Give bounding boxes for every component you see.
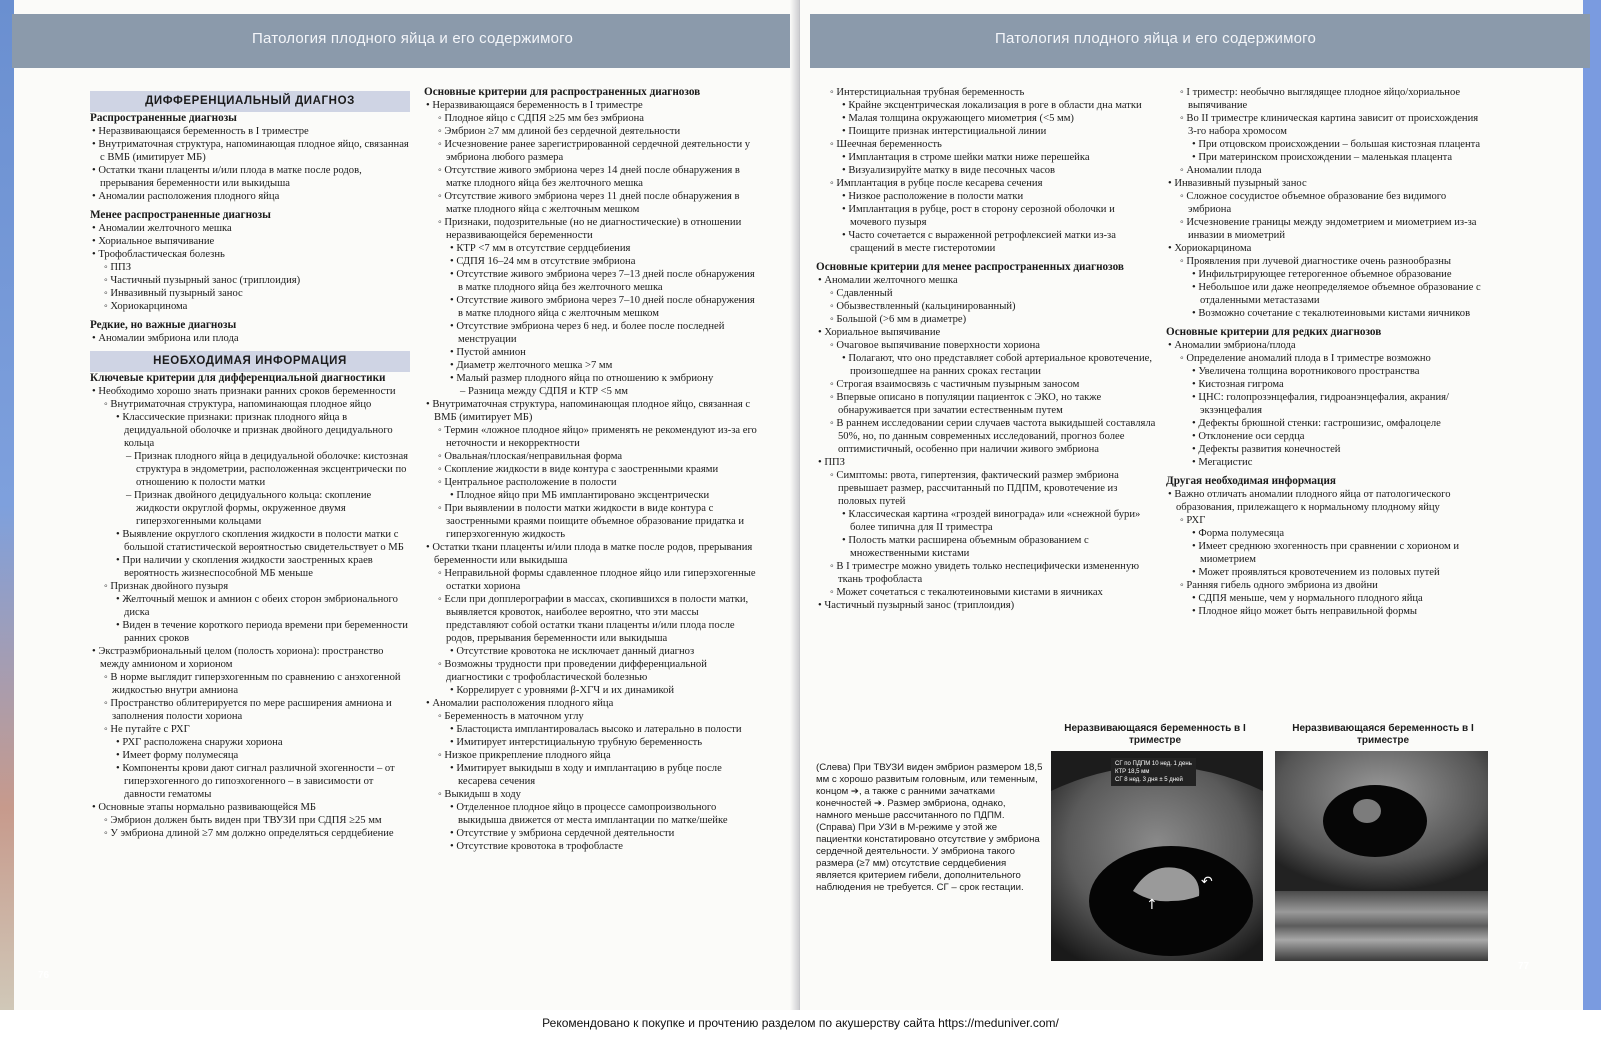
list-item: • Внутриматочная структура, напоминающая плодное яйцо, связанная с ВМБ (имитирует МБ) bbox=[426, 399, 751, 423]
list-item: • Экстраэмбриональный целом (полость хориона): пространство между амнионом и хорионом bbox=[92, 646, 384, 670]
list-item: • Отделенное плодное яйцо в процессе самопроизвольного выкидыша движется от места имплантации по матке/шейке bbox=[450, 802, 728, 826]
list-item: • Часто сочетается с выраженной ретрофлексией матки из-за сращений в месте гистеротомии bbox=[842, 230, 1116, 254]
list-item: • Бластоциста имплантировалась высоко и латерально в полости bbox=[450, 724, 742, 735]
section-heading-box: НЕОБХОДИМАЯ ИНФОРМАЦИЯ bbox=[90, 351, 410, 372]
subsection-heading: Ключевые критерии для дифференциальной диагностики bbox=[90, 372, 386, 384]
list-item: ◦ I триместр: необычно выглядящее плодное яйцо/хориальное выпячивание bbox=[1180, 87, 1461, 111]
left-page bbox=[0, 0, 797, 1010]
subsection-heading: Основные критерии для редких диагнозов bbox=[1166, 326, 1382, 338]
list-item: • Внутриматочная структура, напоминающая плодное яйцо, связанная с ВМБ (имитирует МБ) bbox=[92, 139, 409, 163]
list-item: ◦ Эмбрион должен быть виден при ТВУЗИ при СДПЯ ≥25 мм bbox=[104, 815, 382, 826]
right-page bbox=[800, 0, 1601, 1010]
left-page-number: 76 bbox=[38, 970, 50, 981]
list-item: • Отклонение оси сердца bbox=[1192, 431, 1305, 442]
list-item: ◦ Низкое прикрепление плодного яйца bbox=[438, 750, 611, 761]
list-item: • Хориальное выпячивание bbox=[818, 327, 941, 338]
list-item: ◦ Строгая взаимосвязь с частичным пузырным заносом bbox=[830, 379, 1080, 390]
list-item: • Может проявляться кровотечением из половых путей bbox=[1192, 567, 1440, 578]
list-item: ◦ Беременность в маточном углу bbox=[438, 711, 584, 722]
list-item: ◦ Имплантация в рубце после кесарева сечения bbox=[830, 178, 1043, 189]
list-item: • Имплантация в строме шейки матки ниже перешейка bbox=[842, 152, 1090, 163]
left-header-title: Патология плодного яйца и его содержимого bbox=[252, 30, 574, 47]
left-color-strip bbox=[0, 0, 14, 1010]
list-item: • Отсутствие у эмбриона сердечной деятельности bbox=[450, 828, 675, 839]
section-heading-box: ДИФФЕРЕНЦИАЛЬНЫЙ ДИАГНОЗ bbox=[90, 91, 410, 112]
list-item: ◦ Пространство облитерируется по мере расширения амниона и заполнения полости хориона bbox=[104, 698, 392, 722]
list-item: • Увеличена толщина воротникового пространства bbox=[1192, 366, 1420, 377]
list-item: ◦ Не путайте с РХГ bbox=[104, 724, 190, 735]
list-item: ◦ В норме выглядит гиперэхогенным по сравнению с анэхогенной жидкостью внутри амниона bbox=[104, 672, 401, 696]
list-item: ◦ Шеечная беременность bbox=[830, 139, 942, 150]
list-item: • Отсутствие кровотока в трофобласте bbox=[450, 841, 624, 852]
list-item: • Классическая картина «гроздей винограда» или «снежной бури» более типична для II триместра bbox=[842, 509, 1141, 533]
list-item: ◦ Хориокарцинома bbox=[104, 301, 188, 312]
list-item: ◦ Исчезновение границы между эндометрием и миометрием из-за инвазии в миометрий bbox=[1180, 217, 1477, 241]
list-item: • Полость матки расширена объемным образованием с множественными кистами bbox=[842, 535, 1089, 559]
list-item: • Возможно сочетание с текалютеиновыми кистами яичников bbox=[1192, 308, 1471, 319]
list-item: • СДПЯ 16–24 мм в отсутствие эмбриона bbox=[450, 256, 636, 267]
list-item: • Основные этапы нормально развивающейся МБ bbox=[92, 802, 316, 813]
subsection-heading: Редкие, но важные диагнозы bbox=[90, 319, 237, 331]
list-item: • Малая толщина окружающего миометрия (<5 мм) bbox=[842, 113, 1074, 124]
list-item: • Отсутствие живого эмбриона через 7–13 дней после обнаружения в матке плодного яйца без желточного мешка bbox=[450, 269, 755, 293]
list-item: ◦ Инвазивный пузырный занос bbox=[104, 288, 243, 299]
stamp-line-3: СГ 8 нед. 3 дня ± 5 дней bbox=[1115, 777, 1183, 783]
list-item: ◦ Ранняя гибель одного эмбриона из двойни bbox=[1180, 580, 1378, 591]
list-item: • Коррелирует с уровнями β-ХГЧ и их динамикой bbox=[450, 685, 675, 696]
list-item: – Признак плодного яйца в децидуальной оболочке: кистозная структура в эндометрии, расположенная эксцентрически по отношению к полости матки bbox=[126, 451, 409, 488]
left-column-2 bbox=[424, 86, 762, 853]
list-item: • Имитирует выкидыш в ходу и имплантацию в рубце после кесарева сечения bbox=[450, 763, 722, 787]
list-item: ◦ В раннем исследовании серии случаев частота выкидышей составляла 50%, но, по данным современных исследований, прогноз более оптимистичный, особенно при наличии живого эмбриона bbox=[830, 418, 1156, 455]
figure-title-right: Неразвивающаяся беременность в I триместре bbox=[1292, 723, 1474, 746]
list-item: • Крайне эксцентрическая локализация в роге в области дна матки bbox=[842, 100, 1142, 111]
list-item: • Аномалии расположения плодного яйца bbox=[426, 698, 614, 709]
list-item: • Аномалии эмбриона или плода bbox=[92, 333, 239, 344]
list-item: • Отсутствие эмбриона через 6 нед. и более после последней менструации bbox=[450, 321, 725, 345]
stamp-line-2: КТР 18,5 мм bbox=[1115, 769, 1150, 775]
list-item: • РХГ расположена снаружи хориона bbox=[116, 737, 283, 748]
left-header-bar bbox=[12, 14, 790, 68]
list-item: ◦ Внутриматочная структура, напоминающая плодное яйцо bbox=[104, 399, 372, 410]
list-item: ◦ Обызвествленный (кальцинированный) bbox=[830, 301, 1016, 312]
list-item: • Низкое расположение в полости матки bbox=[842, 191, 1024, 202]
list-item: ◦ Проявления при лучевой диагностике очень разнообразны bbox=[1180, 256, 1452, 267]
right-page-number: 77 bbox=[1518, 961, 1530, 972]
figure-caption: (Слева) При ТВУЗИ виден эмбрион размером 18,5 мм с хорошо развитым головным, или теменным, концом ➔, а также с ранними зачатками конечностей ➔. Размер эмбриона, однако, намного меньше рассчитанного по ПДПМ. (Справа) При УЗИ в М-режиме у этой же пациентки констатировано отсутствие у эмбриона сердечной деятельности. У эмбриона такого размера (≥7 мм) отсутствие сердцебиения является критерием гибели, дополнительного наблюдения не требуется. СГ – срок гестации. bbox=[816, 762, 1043, 893]
subsection-heading: Распространенные диагнозы bbox=[90, 112, 237, 124]
subsection-heading: Другая необходимая информация bbox=[1166, 475, 1336, 487]
list-item: • ЦНС: голопрозэнцефалия, гидроанэнцефалия, акрания/экзэнцефалия bbox=[1192, 392, 1449, 416]
ultrasound-right-graphic bbox=[1275, 751, 1488, 961]
ultrasound-image-right bbox=[1275, 751, 1488, 961]
list-item: ◦ При выявлении в полости матки жидкости в виде контура с заостренными краями поищите объемное образование придатка и гиперэхогенную жидкость bbox=[438, 503, 745, 540]
list-item: • Имеет среднюю эхогенность при сравнении с хорионом и миометрием bbox=[1192, 541, 1460, 565]
svg-text:↶: ↶ bbox=[1201, 874, 1213, 890]
list-item: • Остатки ткани плаценты и/или плода в матке после родов, прерывания беременности или выкидыша bbox=[92, 165, 362, 189]
list-item: • Виден в течение короткого периода времени при беременности ранних сроков bbox=[116, 620, 408, 644]
list-item: • Визуализируйте матку в виде песочных часов bbox=[842, 165, 1056, 176]
list-item: • КТР <7 мм в отсутствие сердцебиения bbox=[450, 243, 631, 254]
list-item: • При отцовском происхождении – большая кистозная плацента bbox=[1192, 139, 1481, 150]
list-item: ◦ Симптомы: рвота, гипертензия, фактический размер эмбриона превышает размер, рассчитанный по ПДПМ, кровотечение из половых путей bbox=[830, 470, 1119, 507]
list-item: ◦ Большой (>6 мм в диаметре) bbox=[830, 314, 967, 325]
list-item: ◦ Сдавленный bbox=[830, 288, 893, 299]
list-item: ◦ ППЗ bbox=[104, 262, 132, 273]
subsection-heading: Основные критерии для распространенных диагнозов bbox=[424, 86, 701, 98]
svg-text:↑: ↑ bbox=[1146, 897, 1158, 913]
list-item: ◦ Центральное расположение в полости bbox=[438, 477, 617, 488]
list-item: • Отсутствие кровотока не исключает данный диагноз bbox=[450, 646, 695, 657]
list-item: • Кистозная гигрома bbox=[1192, 379, 1284, 390]
list-item: • При наличии у скопления жидкости заостренных краев вероятность жизнеспособной МБ меньше bbox=[116, 555, 373, 579]
list-item: • Дефекты развития конечностей bbox=[1192, 444, 1341, 455]
list-item: • Поищите признак интерстициальной линии bbox=[842, 126, 1047, 137]
list-item: ◦ Плодное яйцо с СДПЯ ≥25 мм без эмбриона bbox=[438, 113, 645, 124]
list-item: • Необходимо хорошо знать признаки ранних сроков беременности bbox=[92, 386, 396, 397]
list-item: • Малый размер плодного яйца по отношению к эмбриону bbox=[450, 373, 714, 384]
list-item: • Инфильтрирующее гетерогенное объемное образование bbox=[1192, 269, 1452, 280]
list-item: • Инвазивный пузырный занос bbox=[1168, 178, 1307, 189]
list-item: • Аномалии желточного мешка bbox=[818, 275, 958, 286]
right-color-strip bbox=[1583, 0, 1601, 1010]
list-item: • Частичный пузырный занос (триплоидия) bbox=[818, 600, 1015, 611]
list-item: • Выявление округлого скопления жидкости в полости матки с большой статистической вероятностью свидетельствует о МБ bbox=[116, 529, 404, 553]
right-header-bar bbox=[810, 14, 1590, 68]
list-item: • Компоненты крови дают сигнал различной эхогенности – от гиперэхогенного до гипоэхогенного – в зависимости от давности гематомы bbox=[116, 763, 395, 800]
list-item: ◦ Отсутствие живого эмбриона через 11 дней после обнаружения в матке плодного яйца с желточным мешком bbox=[438, 191, 740, 215]
list-item: ◦ Скопление жидкости в виде контура с заостренными краями bbox=[438, 464, 719, 475]
list-item: – Признак двойного децидуального кольца: скопление жидкости округлой формы, окруженное двумя гиперэхогенными кольцами bbox=[126, 490, 372, 527]
right-header-title: Патология плодного яйца и его содержимого bbox=[995, 30, 1317, 47]
ultrasound-measurement-stamp bbox=[1111, 758, 1196, 786]
figure-title-left: Неразвивающаяся беременность в I триместре bbox=[1064, 723, 1246, 746]
ultrasound-image-left bbox=[1051, 751, 1263, 961]
list-item: ◦ Может сочетаться с текалютеиновыми кистами в яичниках bbox=[830, 587, 1103, 598]
list-item: • Аномалии эмбриона/плода bbox=[1168, 340, 1296, 351]
list-item: • Аномалии желточного мешка bbox=[92, 223, 232, 234]
list-item: ◦ Признаки, подозрительные (но не диагностические) в отношении неразвивающейся беременности bbox=[438, 217, 742, 241]
right-column-2 bbox=[1166, 86, 1488, 618]
list-item: ◦ В I триместре можно увидеть только неспецифически измененную ткань трофобласта bbox=[830, 561, 1140, 585]
list-item: • Имплантация в рубце, рост в сторону серозной оболочки и мочевого пузыря bbox=[842, 204, 1115, 228]
list-item: • Отсутствие живого эмбриона через 7–10 дней после обнаружения в матке плодного яйца с желточным мешком bbox=[450, 295, 755, 319]
list-item: • Имитирует интерстициальную трубную беременность bbox=[450, 737, 703, 748]
list-item: • Дефекты брюшной стенки: гастрошизис, омфалоцеле bbox=[1192, 418, 1441, 429]
list-item: – Разница между СДПЯ и КТР <5 мм bbox=[460, 386, 628, 397]
list-item: • Важно отличать аномалии плодного яйца от патологического образования, прилежащего к нормальному плодному яйцу bbox=[1168, 489, 1451, 513]
list-item: ◦ Отсутствие живого эмбриона через 14 дней после обнаружения в матке плодного яйца без желточного мешка bbox=[438, 165, 740, 189]
list-item: • Аномалии расположения плодного яйца bbox=[92, 191, 280, 202]
list-item: • Форма полумесяца bbox=[1192, 528, 1285, 539]
subsection-heading: Менее распространенные диагнозы bbox=[90, 209, 271, 221]
list-item: ◦ Определение аномалий плода в I триместре возможно bbox=[1180, 353, 1431, 364]
list-item: ◦ Очаговое выпячивание поверхности хориона bbox=[830, 340, 1040, 351]
subsection-heading: Основные критерии для менее распространенных диагнозов bbox=[816, 261, 1124, 273]
list-item: • Небольшое или даже неопределяемое объемное образование с отдаленными метастазами bbox=[1192, 282, 1481, 306]
list-item: • Неразвивающаяся беременность в I триместре bbox=[92, 126, 309, 137]
list-item: • Полагают, что оно представляет собой артериальное кровотечение, произошедшее на ранних сроках гестации bbox=[842, 353, 1152, 377]
list-item: • Плодное яйцо при МБ имплантировано эксцентрически bbox=[450, 490, 710, 501]
list-item: • Хориальное выпячивание bbox=[92, 236, 215, 247]
list-item: ◦ Интерстициальная трубная беременность bbox=[830, 87, 1025, 98]
list-item: ◦ Сложное сосудистое объемное образование без видимого эмбриона bbox=[1180, 191, 1447, 215]
list-item: • СДПЯ меньше, чем у нормального плодного яйца bbox=[1192, 593, 1423, 604]
list-item: ◦ Выкидыш в ходу bbox=[438, 789, 521, 800]
list-item: • Пустой амнион bbox=[450, 347, 526, 358]
list-item: ◦ Если при допплерографии в массах, скопившихся в полости матки, выявляется кровоток, наиболее вероятно, что эти массы представляют собой остатки ткани плаценты и/или плода после родов, прерывания беременности или выкидыша bbox=[438, 594, 749, 644]
list-item: ◦ Неправильной формы сдавленное плодное яйцо или гиперэхогенные остатки хориона bbox=[438, 568, 756, 592]
footer-watermark: Рекомендовано к покупке и прочтению разделом по акушерству сайта https://meduniver.com/ bbox=[0, 1010, 1601, 1037]
list-item: • Классические признаки: признак плодного яйца в децидуальной оболочке и признак двойного децидуального кольца bbox=[116, 412, 393, 449]
list-item: ◦ Впервые описано в популяции пациенток с ЭКО, но также обнаруживается при зачатии естественным путем bbox=[830, 392, 1102, 416]
list-item: ◦ Эмбрион ≥7 мм длиной без сердечной деятельности bbox=[438, 126, 681, 137]
list-item: • Диаметр желточного мешка >7 мм bbox=[450, 360, 613, 371]
right-column-1 bbox=[816, 86, 1156, 612]
list-item: ◦ У эмбриона длиной ≥7 мм должно определяться сердцебиение bbox=[104, 828, 394, 839]
list-item: ◦ Возможны трудности при проведении дифференциальной диагностики с трофобластической болезнью bbox=[438, 659, 707, 683]
list-item: ◦ РХГ bbox=[1180, 515, 1206, 526]
list-item: • Хориокарцинома bbox=[1168, 243, 1252, 254]
left-column-1 bbox=[90, 91, 410, 840]
list-item: ◦ Признак двойного пузыря bbox=[104, 581, 229, 592]
list-item: ◦ Аномалии плода bbox=[1180, 165, 1262, 176]
list-item: • Плодное яйцо может быть неправильной формы bbox=[1192, 606, 1418, 617]
list-item: ◦ Исчезновение ранее зарегистрированной сердечной деятельности у эмбриона любого размера bbox=[438, 139, 751, 163]
list-item: • Желточный мешок и амнион с обеих сторон эмбрионального диска bbox=[116, 594, 398, 618]
list-item: • Имеет форму полумесяца bbox=[116, 750, 239, 761]
list-item: ◦ Термин «ложное плодное яйцо» применять не рекомендуют из-за его неточности и некорректности bbox=[438, 425, 757, 449]
list-item: • При материнском происхождении – маленькая плацента bbox=[1192, 152, 1453, 163]
list-item: ◦ Овальная/плоская/неправильная форма bbox=[438, 451, 623, 462]
list-item: • ППЗ bbox=[818, 457, 845, 468]
list-item: • Трофобластическая болезнь bbox=[92, 249, 225, 260]
list-item: • Мегацистис bbox=[1192, 457, 1253, 468]
list-item: ◦ Частичный пузырный занос (триплоидия) bbox=[104, 275, 301, 286]
list-item: ◦ Во II триместре клиническая картина зависит от происхождения 3-го набора хромосом bbox=[1180, 113, 1479, 137]
list-item: • Остатки ткани плаценты и/или плода в матке после родов, прерывания беременности или выкидыша bbox=[426, 542, 753, 566]
list-item: • Неразвивающаяся беременность в I триместре bbox=[426, 100, 643, 111]
stamp-line-1: СГ по ПДПМ 10 нед. 1 день bbox=[1115, 761, 1192, 767]
